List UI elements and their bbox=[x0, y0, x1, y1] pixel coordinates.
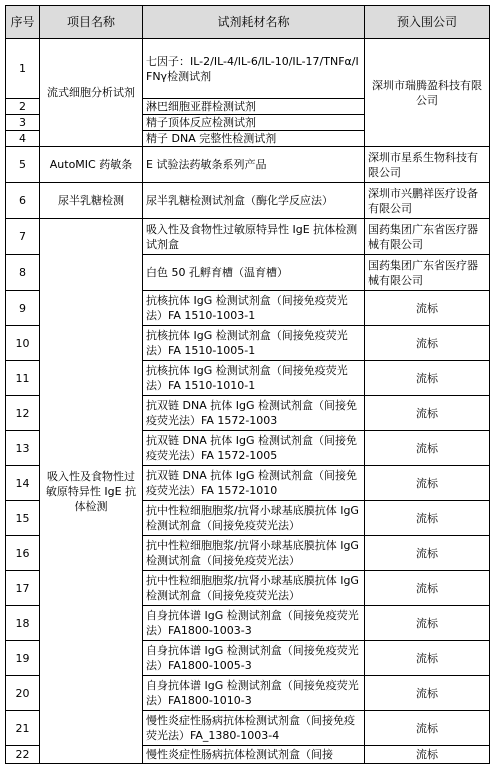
project-cell: 尿半乳糖检测 bbox=[40, 183, 143, 219]
header-no: 序号 bbox=[6, 6, 40, 39]
row-no: 10 bbox=[6, 326, 40, 361]
row-no: 14 bbox=[6, 466, 40, 501]
header-project: 项目名称 bbox=[40, 6, 143, 39]
company-cell: 流标 bbox=[365, 606, 490, 641]
material-cell: 慢性炎症性肠病抗体检测试剂盒（间接免疫荧光法）FA_1380-1003-4 bbox=[143, 711, 365, 746]
company-cell: 流标 bbox=[365, 326, 490, 361]
company-cell: 国药集团广东省医疗器械有限公司 bbox=[365, 255, 490, 291]
company-cell: 深圳市兴鹏祥医疗设备有限公司 bbox=[365, 183, 490, 219]
row-no: 8 bbox=[6, 255, 40, 291]
company-cell: 流标 bbox=[365, 536, 490, 571]
row-no: 19 bbox=[6, 641, 40, 676]
row-no: 18 bbox=[6, 606, 40, 641]
material-cell: 尿半乳糖检测试剂盒（酶化学反应法） bbox=[143, 183, 365, 219]
material-cell: 抗中性粒细胞胞浆/抗肾小球基底膜抗体 IgG 检测试剂盒（间接免疫荧光法） bbox=[143, 501, 365, 536]
material-cell: 抗核抗体 IgG 检测试剂盒（间接免疫荧光法）FA 1510-1010-1 bbox=[143, 361, 365, 396]
material-cell: 七因子：IL-2/IL-4/IL-6/IL-10/IL-17/TNFα/IFNγ检测试剂 bbox=[143, 39, 365, 99]
row-no: 7 bbox=[6, 219, 40, 255]
row-no: 11 bbox=[6, 361, 40, 396]
row-no: 3 bbox=[6, 115, 40, 131]
row-no: 4 bbox=[6, 131, 40, 147]
row-no: 6 bbox=[6, 183, 40, 219]
row-no: 20 bbox=[6, 676, 40, 711]
tender-table bbox=[5, 5, 490, 764]
material-cell: 抗双链 DNA 抗体 IgG 检测试剂盒（间接免疫荧光法）FA 1572-1003 bbox=[143, 396, 365, 431]
material-cell: E 试验法药敏条系列产品 bbox=[143, 147, 365, 183]
table-row bbox=[6, 147, 490, 183]
company-cell: 流标 bbox=[365, 396, 490, 431]
header-company: 预入围公司 bbox=[365, 6, 490, 39]
table-row bbox=[6, 219, 490, 255]
material-cell: 抗双链 DNA 抗体 IgG 检测试剂盒（间接免疫荧光法）FA 1572-1005 bbox=[143, 431, 365, 466]
company-cell: 流标 bbox=[365, 361, 490, 396]
material-cell: 淋巴细胞亚群检测试剂 bbox=[143, 99, 365, 115]
material-cell: 抗核抗体 IgG 检测试剂盒（间接免疫荧光法）FA 1510-1003-1 bbox=[143, 291, 365, 326]
table-row bbox=[6, 183, 490, 219]
material-cell: 抗核抗体 IgG 检测试剂盒（间接免疫荧光法）FA 1510-1005-1 bbox=[143, 326, 365, 361]
row-no: 17 bbox=[6, 571, 40, 606]
company-cell: 流标 bbox=[365, 571, 490, 606]
company-cell: 流标 bbox=[365, 501, 490, 536]
material-cell: 抗双链 DNA 抗体 IgG 检测试剂盒（间接免疫荧光法）FA 1572-1010 bbox=[143, 466, 365, 501]
material-cell: 抗中性粒细胞胞浆/抗肾小球基底膜抗体 IgG 检测试剂盒（间接免疫荧光法） bbox=[143, 536, 365, 571]
material-cell: 自身抗体谱 IgG 检测试剂盒（间接免疫荧光法）FA1800-1003-3 bbox=[143, 606, 365, 641]
material-cell: 慢性炎症性肠病抗体检测试剂盒（间接 bbox=[143, 746, 365, 764]
row-no: 2 bbox=[6, 99, 40, 115]
company-cell: 流标 bbox=[365, 291, 490, 326]
row-no: 16 bbox=[6, 536, 40, 571]
header-material: 试剂耗材名称 bbox=[143, 6, 365, 39]
project-cell: 流式细胞分析试剂 bbox=[40, 39, 143, 147]
row-no: 12 bbox=[6, 396, 40, 431]
company-cell: 流标 bbox=[365, 746, 490, 764]
project-cell: AutoMIC 药敏条 bbox=[40, 147, 143, 183]
row-no: 22 bbox=[6, 746, 40, 764]
material-cell: 白色 50 孔孵育槽（温育槽） bbox=[143, 255, 365, 291]
company-cell: 国药集团广东省医疗器械有限公司 bbox=[365, 219, 490, 255]
project-cell: 吸入性及食物性过敏原特异性 IgE 抗体检测 bbox=[40, 219, 143, 764]
row-no: 13 bbox=[6, 431, 40, 466]
row-no: 5 bbox=[6, 147, 40, 183]
material-cell: 吸入性及食物性过敏原特异性 IgE 抗体检测试剂盒 bbox=[143, 219, 365, 255]
company-cell: 深圳市星系生物科技有限公司 bbox=[365, 147, 490, 183]
row-no: 21 bbox=[6, 711, 40, 746]
material-cell: 精子顶体反应检测试剂 bbox=[143, 115, 365, 131]
table-row bbox=[6, 39, 490, 99]
company-cell: 流标 bbox=[365, 711, 490, 746]
table-header-row bbox=[6, 6, 490, 39]
material-cell: 自身抗体谱 IgG 检测试剂盒（间接免疫荧光法）FA1800-1005-3 bbox=[143, 641, 365, 676]
company-cell: 流标 bbox=[365, 641, 490, 676]
company-cell: 流标 bbox=[365, 466, 490, 501]
company-cell: 流标 bbox=[365, 431, 490, 466]
row-no: 15 bbox=[6, 501, 40, 536]
company-cell: 流标 bbox=[365, 676, 490, 711]
material-cell: 抗中性粒细胞胞浆/抗肾小球基底膜抗体 IgG 检测试剂盒（间接免疫荧光法） bbox=[143, 571, 365, 606]
material-cell: 精子 DNA 完整性检测试剂 bbox=[143, 131, 365, 147]
material-cell: 自身抗体谱 IgG 检测试剂盒（间接免疫荧光法）FA1800-1010-3 bbox=[143, 676, 365, 711]
row-no: 9 bbox=[6, 291, 40, 326]
company-cell: 深圳市瑞腾盈科技有限公司 bbox=[365, 39, 490, 147]
row-no: 1 bbox=[6, 39, 40, 99]
